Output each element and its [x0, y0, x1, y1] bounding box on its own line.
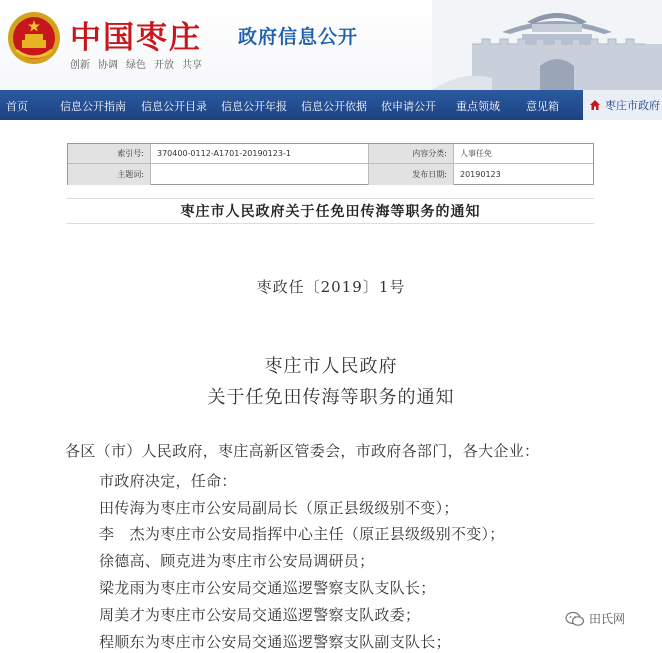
watermark: [565, 610, 625, 627]
slogan: 绿色: [126, 60, 146, 71]
watermark-text: 田氏网: [589, 612, 626, 626]
nav-item-annual-report[interactable]: 信息公开年报: [221, 100, 287, 113]
paragraph: 市政府决定，任命：: [99, 472, 237, 490]
info-row: [68, 144, 593, 164]
slogan: 创新: [70, 60, 90, 71]
home-link[interactable]: [583, 90, 662, 120]
main-nav: [0, 90, 662, 120]
document-number: 枣政任〔2019〕1号: [256, 278, 406, 296]
paragraph: 田传海为枣庄市公安局副局长（原正县级级别不变）；: [99, 499, 459, 517]
paragraph: 程顺东为枣庄市公安局交通巡逻警察支队副支队长；: [99, 633, 451, 651]
date-label: 发布日期:: [369, 164, 454, 185]
nav-item-apply[interactable]: 依申请公开: [381, 100, 436, 113]
subject-label: 主题词:: [68, 164, 151, 185]
index-label: 索引号:: [68, 144, 151, 163]
paragraph: 周美才为枣庄市公安局交通巡逻警察支队政委；: [99, 606, 421, 624]
nav-item-home[interactable]: 首页: [6, 100, 28, 113]
category-value: 人事任免: [460, 149, 492, 158]
city-gate-illustration: [432, 0, 662, 90]
site-header: [0, 0, 662, 90]
nav-item-guide[interactable]: 信息公开指南: [60, 100, 126, 113]
home-icon: [589, 99, 601, 111]
nav-item-basis[interactable]: 信息公开依据: [301, 100, 367, 113]
nav-item-catalog[interactable]: 信息公开目录: [141, 100, 207, 113]
info-row: [68, 164, 593, 185]
index-value: 370400-0112-A1701-20190123-1: [151, 144, 369, 163]
slogan: 共享: [182, 60, 202, 71]
slogans: [70, 56, 202, 71]
date-value: 20190123: [460, 170, 501, 179]
national-emblem-icon: [6, 10, 62, 66]
article-title: 枣庄市人民政府关于任免田传海等职务的通知: [67, 198, 594, 224]
section-name[interactable]: 政府信息公开: [238, 26, 359, 48]
paragraph: 李 杰为枣庄市公安局指挥中心主任（原正县级级别不变）；: [99, 525, 505, 543]
paragraph: 梁龙雨为枣庄市公安局交通巡逻警察支队支队长；: [99, 579, 436, 597]
document-title-line1: 枣庄市人民政府: [264, 356, 398, 377]
slogan: 协调: [98, 60, 118, 71]
nav-item-key-areas[interactable]: 重点领域: [456, 100, 500, 113]
info-table: [67, 143, 594, 185]
subject-value: [151, 164, 369, 185]
nav-item-suggestion-box[interactable]: 意见箱: [526, 100, 559, 113]
document-title-line2: 关于任免田传海等职务的通知: [207, 387, 455, 408]
category-label: 内容分类:: [369, 144, 454, 163]
slogan: 开放: [154, 60, 174, 71]
site-name[interactable]: 中国枣庄: [70, 20, 202, 56]
chat-bubble-icon: [565, 611, 585, 627]
paragraph: 徐德高、顾克进为枣庄市公安局调研员；: [99, 552, 375, 570]
home-link-label: 枣庄市政府: [605, 99, 660, 112]
salutation: 各区（市）人民政府，枣庄高新区管委会，市政府各部门，各大企业：: [65, 442, 540, 460]
